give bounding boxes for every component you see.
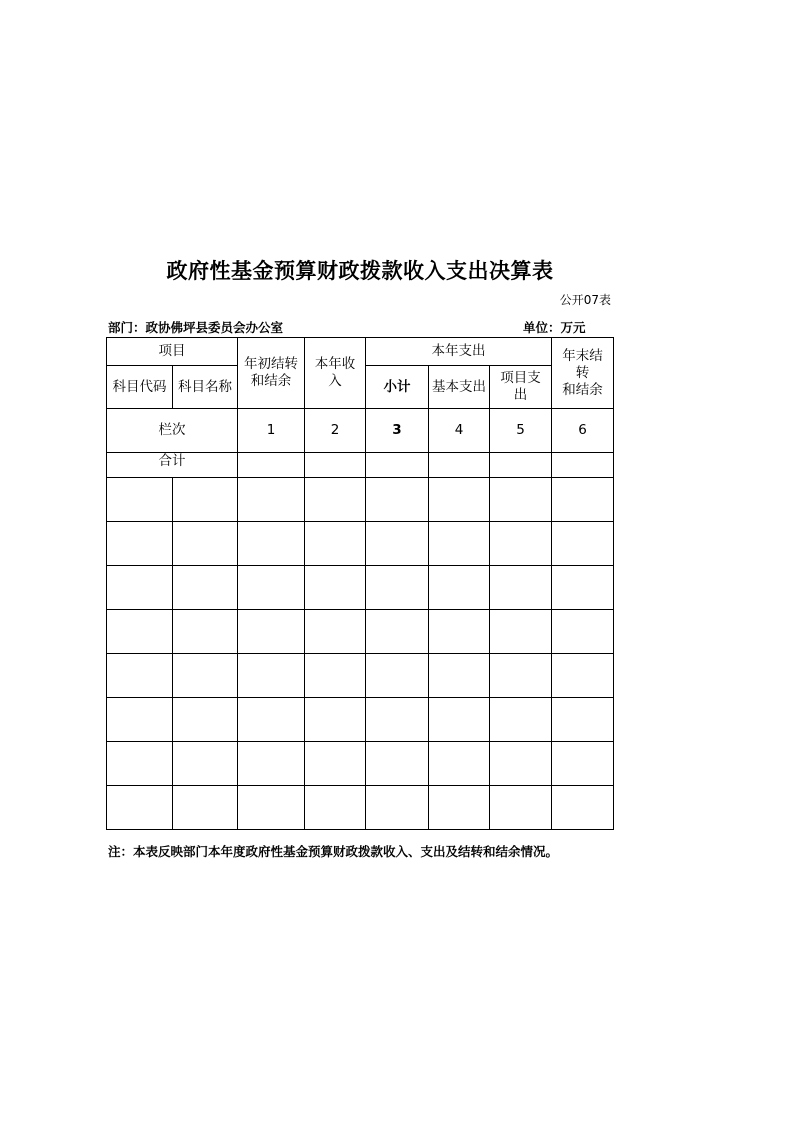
table-cell xyxy=(366,698,429,742)
table-cell xyxy=(107,566,173,610)
table-cell xyxy=(238,786,305,830)
total-row xyxy=(107,453,614,478)
table-cell xyxy=(238,522,305,566)
table-cell xyxy=(429,698,490,742)
table-cell xyxy=(429,522,490,566)
table-cell xyxy=(490,654,552,698)
project-header: 项目 xyxy=(107,338,238,366)
table-cell xyxy=(366,610,429,654)
table-row xyxy=(107,742,614,786)
table-cell xyxy=(238,478,305,522)
table-cell xyxy=(366,453,429,478)
table-cell xyxy=(173,566,238,610)
table-cell xyxy=(552,742,614,786)
table-cell xyxy=(490,742,552,786)
table-cell xyxy=(552,654,614,698)
ending-balance-header: 年末结 转 和结余 xyxy=(552,338,614,409)
table-cell xyxy=(366,478,429,522)
table-cell xyxy=(366,742,429,786)
table-cell xyxy=(173,610,238,654)
column-index-3: 3 xyxy=(366,409,429,453)
budget-table xyxy=(106,337,614,830)
table-cell xyxy=(173,786,238,830)
table-cell xyxy=(305,453,366,478)
table-cell xyxy=(552,610,614,654)
table-cell xyxy=(366,786,429,830)
table-cell xyxy=(107,610,173,654)
header-row-1 xyxy=(107,338,614,366)
footnote: 注：本表反映部门本年度政府性基金预算财政拨款收入、支出及结转和结余情况。 xyxy=(108,844,559,859)
form-number: 公开07表 xyxy=(559,293,611,307)
column-index-5: 5 xyxy=(490,409,552,453)
table-cell xyxy=(490,453,552,478)
table-cell xyxy=(429,654,490,698)
table-cell xyxy=(429,786,490,830)
table-cell xyxy=(552,478,614,522)
column-index-2: 2 xyxy=(305,409,366,453)
current-income-header: 本年收 入 xyxy=(305,338,366,409)
table-cell xyxy=(490,566,552,610)
table-cell xyxy=(107,478,173,522)
table-cell xyxy=(305,610,366,654)
total-label: 合计 xyxy=(107,453,238,478)
table-cell xyxy=(107,654,173,698)
table-cell xyxy=(366,566,429,610)
table-row xyxy=(107,522,614,566)
table-cell xyxy=(490,522,552,566)
table-cell xyxy=(173,478,238,522)
table-cell xyxy=(552,522,614,566)
table-cell xyxy=(429,742,490,786)
table-cell xyxy=(238,654,305,698)
page-title: 政府性基金预算财政拨款收入支出决算表 xyxy=(166,259,554,283)
column-index-row xyxy=(107,409,614,453)
table-cell xyxy=(173,742,238,786)
table-cell xyxy=(173,698,238,742)
table-cell xyxy=(366,522,429,566)
table-cell xyxy=(238,698,305,742)
table-cell xyxy=(238,742,305,786)
table-cell xyxy=(305,478,366,522)
table-cell xyxy=(305,742,366,786)
table-cell xyxy=(490,786,552,830)
basic-expenditure-header: 基本支出 xyxy=(429,366,490,409)
table-row xyxy=(107,786,614,830)
subtotal-header: 小计 xyxy=(366,366,429,409)
table-cell xyxy=(305,522,366,566)
current-expenditure-header: 本年支出 xyxy=(366,338,552,366)
table-cell xyxy=(107,522,173,566)
subject-code-header: 科目代码 xyxy=(107,366,173,409)
table-cell xyxy=(490,698,552,742)
table-cell xyxy=(429,478,490,522)
table-row xyxy=(107,566,614,610)
table-cell xyxy=(107,786,173,830)
table-row xyxy=(107,698,614,742)
table-cell xyxy=(490,610,552,654)
table-cell xyxy=(305,786,366,830)
table-cell xyxy=(552,786,614,830)
opening-balance-header: 年初结转 和结余 xyxy=(238,338,305,409)
table-cell xyxy=(366,654,429,698)
table-row xyxy=(107,654,614,698)
table-cell xyxy=(490,478,552,522)
table-cell xyxy=(429,610,490,654)
table-cell xyxy=(107,742,173,786)
table-cell xyxy=(552,453,614,478)
column-index-4: 4 xyxy=(429,409,490,453)
table-cell xyxy=(173,654,238,698)
table-cell xyxy=(429,453,490,478)
department-label: 部门：政协佛坪县委员会办公室 xyxy=(108,320,284,335)
table-cell xyxy=(107,698,173,742)
unit-label: 单位：万元 xyxy=(523,320,586,335)
column-index-1: 1 xyxy=(238,409,305,453)
column-index-6: 6 xyxy=(552,409,614,453)
subject-name-header: 科目名称 xyxy=(173,366,238,409)
table-row xyxy=(107,610,614,654)
table-cell xyxy=(238,610,305,654)
table-row xyxy=(107,478,614,522)
table-cell xyxy=(238,453,305,478)
column-index-label: 栏次 xyxy=(107,409,238,453)
table-cell xyxy=(552,698,614,742)
table-cell xyxy=(238,566,305,610)
table-cell xyxy=(305,698,366,742)
table-cell xyxy=(305,654,366,698)
project-expenditure-header: 项目支 出 xyxy=(490,366,552,409)
table-cell xyxy=(173,522,238,566)
table-cell xyxy=(552,566,614,610)
table-cell xyxy=(429,566,490,610)
table-cell xyxy=(305,566,366,610)
